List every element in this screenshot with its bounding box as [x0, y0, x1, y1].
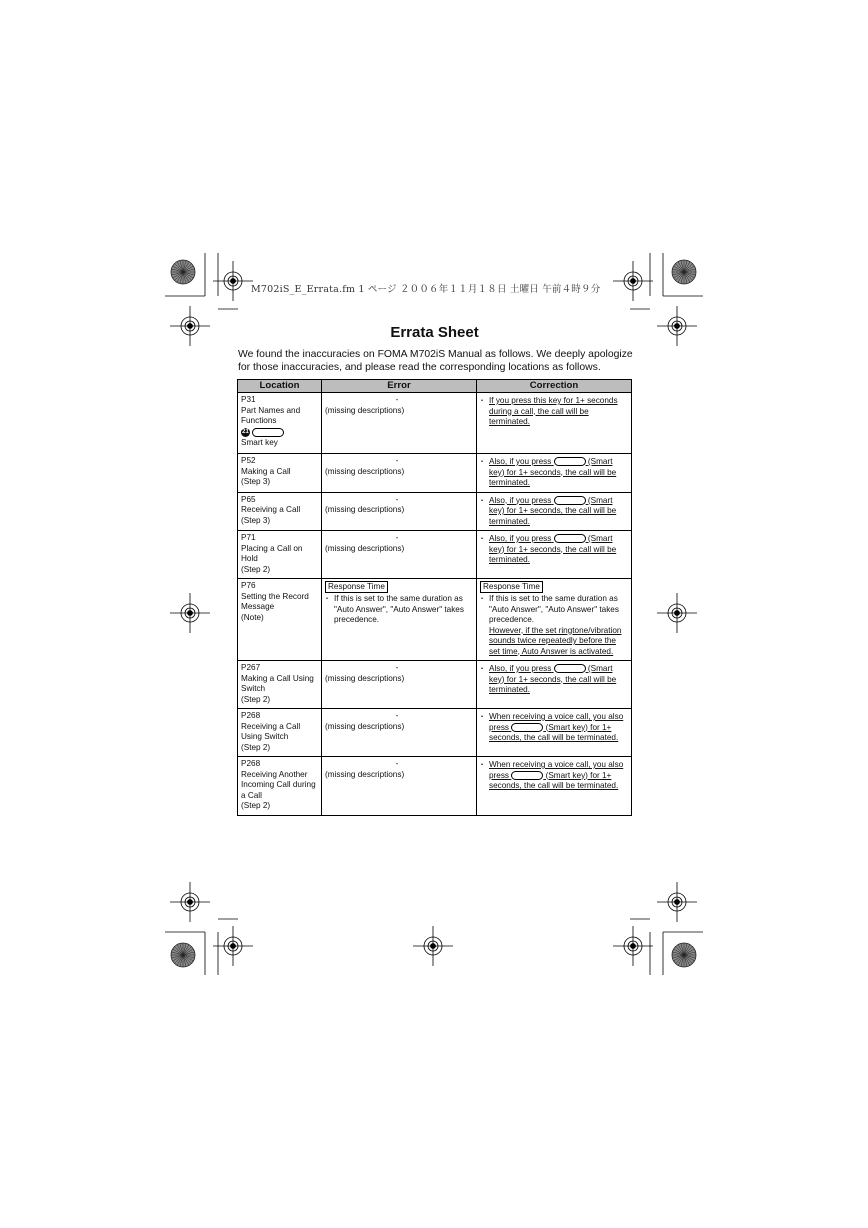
error-text: (missing descriptions) — [325, 721, 405, 731]
location-line: Receiving Another — [241, 769, 308, 779]
table-row — [238, 492, 632, 531]
location-line: Receiving a Call — [241, 505, 301, 514]
location-line: (Step 2) — [241, 801, 271, 810]
table-row — [238, 757, 632, 816]
registration-mark-icon — [657, 593, 697, 633]
error-dash: - — [395, 663, 399, 672]
correction-text: (Smart key) for 1+ seconds, the call will be terminated. — [489, 722, 619, 742]
smart-key-icon — [554, 664, 586, 673]
location-line: Using Switch — [241, 732, 289, 741]
page-ref: P76 — [241, 581, 256, 590]
page-ref: P52 — [241, 456, 256, 465]
table-row — [238, 661, 632, 709]
bullet: ･ — [480, 760, 485, 769]
error-text: (missing descriptions) — [325, 505, 405, 514]
response-time-label: Response Time — [480, 581, 543, 593]
smart-key-icon — [252, 428, 284, 437]
correction-text: If you press this key for 1+ seconds during a call, the call will be terminated. — [489, 396, 618, 426]
registration-mark-icon — [213, 926, 253, 966]
error-dash: - — [395, 494, 399, 504]
response-time-label: Response Time — [325, 581, 388, 593]
header-location: Location — [238, 380, 322, 393]
table-row — [238, 531, 632, 579]
correction-cell — [477, 757, 632, 816]
registration-mark-icon — [170, 593, 210, 633]
page-ref: P71 — [241, 533, 256, 542]
location-line: a Call — [241, 790, 262, 800]
error-dash: - — [395, 533, 399, 542]
location-line: Switch — [241, 684, 266, 693]
page-ref: P267 — [241, 663, 261, 672]
error-dash: - — [395, 456, 399, 465]
location-line: Functions — [241, 416, 277, 425]
correction-text: (Smart key) for 1+ seconds, the call will be terminated. — [489, 664, 617, 694]
error-cell — [322, 757, 477, 816]
page-title: Errata Sheet — [390, 324, 479, 341]
color-bar-rosette-icon — [171, 943, 195, 967]
location-cell — [238, 661, 322, 709]
location-line: Incoming Call during — [241, 780, 316, 789]
correction-cell — [477, 492, 632, 531]
registration-mark-icon — [657, 306, 697, 346]
correction-text: When receiving a voice call, you also press — [489, 760, 624, 780]
color-bar-rosette-icon — [171, 260, 195, 284]
color-bar-rosette-icon — [672, 260, 696, 284]
error-cell — [322, 492, 477, 531]
smart-key-icon — [511, 723, 543, 732]
registration-mark-icon — [170, 306, 210, 346]
error-cell — [322, 579, 477, 661]
location-cell — [238, 454, 322, 493]
registration-mark-icon — [657, 882, 697, 922]
errata-table — [237, 379, 632, 816]
error-text: (missing descriptions) — [325, 769, 405, 779]
correction-text: Also, if you press — [489, 664, 552, 673]
location-line: Placing a Call on — [241, 543, 303, 553]
correction-text: Also, if you press — [489, 495, 552, 505]
correction-text: Also, if you press — [489, 534, 552, 543]
correction-cell — [477, 579, 632, 661]
registration-mark-icon — [613, 926, 653, 966]
table-row — [238, 393, 632, 454]
error-text: (missing descriptions) — [325, 543, 405, 553]
table-header-row — [238, 380, 632, 393]
error-text: (missing descriptions) — [325, 405, 405, 415]
location-line: Receiving a Call — [241, 721, 301, 731]
page-ref: P268 — [241, 711, 261, 720]
registration-mark-icon — [613, 261, 653, 301]
page-ref: P65 — [241, 494, 256, 504]
error-text: (missing descriptions) — [325, 466, 405, 476]
bullet: ･ — [480, 664, 485, 673]
table-row — [238, 709, 632, 757]
location-cell — [238, 709, 322, 757]
page-ref: P268 — [241, 759, 261, 768]
error-cell — [322, 393, 477, 454]
error-dash: - — [395, 711, 399, 720]
smart-key-icon — [511, 771, 543, 780]
location-line: (Step 2) — [241, 564, 271, 574]
location-line: (Step 2) — [241, 742, 271, 752]
location-line: Hold — [241, 554, 258, 563]
smart-key-icon — [554, 534, 586, 543]
correction-cell — [477, 454, 632, 493]
correction-text: When receiving a voice call, you also press — [489, 712, 624, 732]
smart-key-icon — [554, 457, 586, 466]
intro-paragraph: We found the inaccuracies on FOMA M702iS Manual as follows. We deeply apologize for those inaccuracies, and please read the corresponding locations as follows. — [238, 349, 633, 373]
location-cell — [238, 579, 322, 661]
correction-addition: However, if the set ringtone/vibration sounds twice repeatedly before the set time, Auto Answer is activated. — [489, 625, 622, 656]
location-line: Making a Call — [241, 466, 291, 476]
error-cell — [322, 454, 477, 493]
location-line: (Step 3) — [241, 515, 271, 525]
bullet: ･ — [325, 594, 330, 603]
error-cell — [322, 531, 477, 579]
bullet: ･ — [480, 457, 485, 466]
correction-text: (Smart key) for 1+ seconds, the call will be terminated. — [489, 457, 617, 487]
correction-text: (Smart key) for 1+ seconds, the call will be terminated. — [489, 770, 619, 790]
registration-mark-icon — [170, 882, 210, 922]
error-cell — [322, 661, 477, 709]
correction-text: Also, if you press — [489, 457, 552, 466]
bullet: ･ — [480, 712, 485, 721]
error-text: If this is set to the same duration as "Auto Answer", "Auto Answer" takes precedence. — [334, 594, 464, 624]
location-cell — [238, 531, 322, 579]
header-error: Error — [322, 380, 477, 393]
correction-cell — [477, 709, 632, 757]
table-row — [238, 579, 632, 661]
color-bar-rosette-icon — [672, 943, 696, 967]
error-cell — [322, 709, 477, 757]
error-text: (missing descriptions) — [325, 673, 405, 683]
bullet: ･ — [480, 495, 485, 505]
file-header-line: M702iS_E_Errata.fm 1 ページ ２００６年１１月１８日 土曜日 午前４時９分 — [251, 284, 601, 295]
correction-cell — [477, 393, 632, 454]
location-line: Part Names and — [241, 405, 301, 415]
location-line: Setting the Record — [241, 591, 309, 601]
correction-text: If this is set to the same duration as "Auto Answer", "Auto Answer" takes precedence. — [489, 594, 619, 624]
location-line: Smart key — [241, 437, 278, 447]
correction-cell — [477, 661, 632, 709]
registration-mark-icon — [213, 261, 253, 301]
location-line: Making a Call Using — [241, 673, 314, 683]
key-number-badge: 21 — [242, 428, 249, 435]
correction-text: (Smart key) for 1+ seconds, the call will be terminated. — [489, 534, 617, 564]
smart-key-graphic — [241, 428, 318, 437]
location-line: (Step 2) — [241, 694, 271, 704]
smart-key-icon — [554, 496, 586, 505]
bullet: ･ — [480, 396, 485, 405]
bullet: ･ — [480, 594, 485, 603]
location-cell — [238, 757, 322, 816]
bullet: ･ — [480, 534, 485, 543]
error-dash: - — [395, 759, 399, 768]
page-ref: P31 — [241, 395, 256, 404]
location-cell — [238, 492, 322, 531]
location-line: Message — [241, 602, 275, 611]
registration-mark-icon — [413, 926, 453, 966]
correction-cell — [477, 531, 632, 579]
correction-text: (Smart key) for 1+ seconds, the call will be terminated. — [489, 495, 617, 526]
header-correction: Correction — [477, 380, 632, 393]
table-row — [238, 454, 632, 493]
error-dash: - — [395, 395, 399, 404]
location-cell — [238, 393, 322, 454]
location-line: (Step 3) — [241, 477, 271, 486]
location-line: (Note) — [241, 612, 264, 622]
